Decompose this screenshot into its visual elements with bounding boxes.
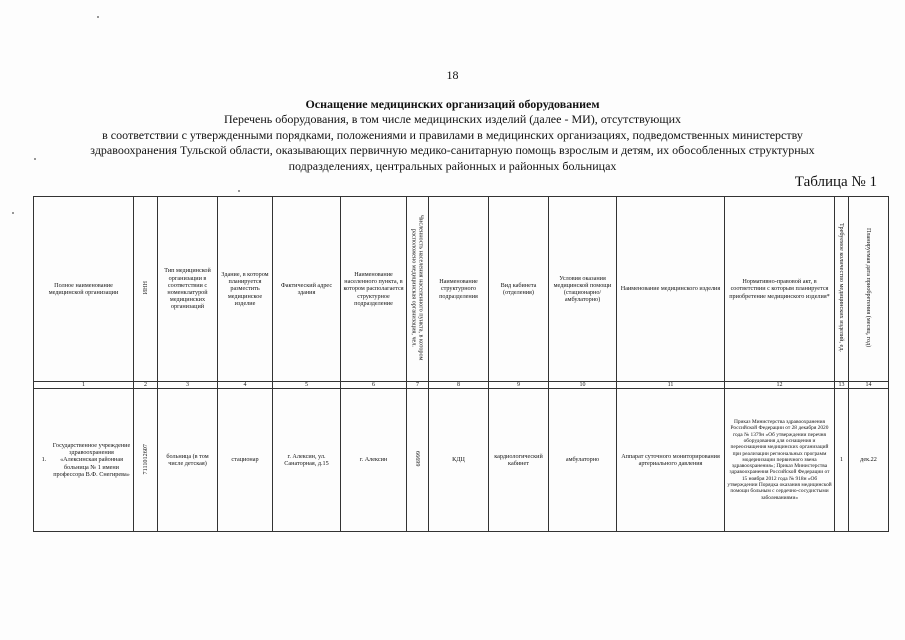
scan-speck	[97, 16, 99, 18]
cell-settlement: г. Алексин	[341, 389, 407, 532]
document-title: Оснащение медицинских организаций оборудованием	[305, 97, 600, 111]
column-number: 3	[158, 382, 218, 389]
org-name: Государственное учреждение здравоохранения «Алексинская районная больница № 1 имени профессора В.Ф. Снегирева»	[52, 441, 131, 478]
document-subtitle	[60, 112, 845, 174]
subtitle-line: здравоохранения Тульской области, оказывающих первичную медико-санитарную помощь взрослым и детям, их обособленных структурных	[90, 143, 815, 157]
header-inn	[134, 197, 158, 382]
subtitle-line: Перечень оборудования, в том числе медицинских изделий (далее - МИ), отсутствующих	[223, 112, 682, 126]
cell-conditions: амбулаторно	[549, 389, 617, 532]
column-number: 12	[725, 382, 835, 389]
column-number: 11	[617, 382, 725, 389]
column-number: 4	[218, 382, 273, 389]
column-number: 6	[341, 382, 407, 389]
cell-address: г. Алексин, ул. Санаторная, д.15	[273, 389, 341, 532]
table-header-row	[34, 197, 889, 382]
header-quantity-text: Требуемое количество медицинских изделий, ед.	[838, 223, 846, 353]
cell-unit: КДЦ	[429, 389, 489, 532]
header-org: Полное наименование медицинской организации	[34, 197, 134, 382]
header-device: Наименование медицинского изделия	[617, 197, 725, 382]
scan-speck	[12, 212, 14, 214]
header-act: Нормативно-правовой акт, в соответствии с которым планируется приобретение медицинского изделия*	[725, 197, 835, 382]
column-numbers-row	[34, 382, 889, 389]
cell-type: больница (в том числе детская)	[158, 389, 218, 532]
column-number: 5	[273, 382, 341, 389]
header-unit: Наименование структурного подразделения	[429, 197, 489, 382]
header-date	[849, 197, 889, 382]
cell-quantity: 1	[835, 389, 849, 532]
cell-org	[34, 389, 134, 532]
column-number: 2	[134, 382, 158, 389]
population-value: 66699	[414, 451, 422, 467]
header-conditions: Условия оказания медицинской помощи (стационарно/ амбулаторно)	[549, 197, 617, 382]
column-number: 8	[429, 382, 489, 389]
page-number: 18	[446, 68, 459, 82]
header-quantity	[835, 197, 849, 382]
column-number: 14	[849, 382, 889, 389]
header-date-text: Планируемая дата приобретения (месяц, год)	[865, 228, 873, 348]
cell-device: Аппарат суточного мониторирования артериального давления	[617, 389, 725, 532]
header-inn-text: ИНН	[141, 281, 149, 295]
column-number: 1	[34, 382, 134, 389]
table-label: Таблица № 1	[794, 174, 877, 190]
header-cabinet: Вид кабинета (отделения)	[489, 197, 549, 382]
inn-value: 7111012607	[141, 443, 149, 475]
column-number: 13	[835, 382, 849, 389]
header-building: Здание, в котором планируется разместить медицинское изделие	[218, 197, 273, 382]
cell-cabinet: кардиологический кабинет	[489, 389, 549, 532]
column-number: 9	[489, 382, 549, 389]
scan-speck	[238, 190, 240, 192]
subtitle-line: подразделениях, центральных районных и районных больницах	[288, 158, 617, 173]
cell-date: дек.22	[849, 389, 889, 532]
equipment-table	[33, 196, 889, 532]
header-address: Фактический адрес здания	[273, 197, 341, 382]
header-population-text: Численность населения населенного пункта, в котором расположено медицинская организация, чел.	[410, 215, 425, 361]
column-number: 10	[549, 382, 617, 389]
cell-building: стационар	[218, 389, 273, 532]
header-population	[407, 197, 429, 382]
cell-population	[407, 389, 429, 532]
header-settlement: Наименование населенного пункта, в котором располагается структурное подразделение	[341, 197, 407, 382]
row-index: 1.	[41, 456, 47, 464]
cell-inn	[134, 389, 158, 532]
cell-act: Приказ Министерства здравоохранения Российской Федерации от 28 декабря 2020 года № 1379н «Об утверждении перечня оборудования для оснащения и переоснащения медицинских организаций при реализации региональных программ модернизации первичного звена здравоохранения»; Приказ Министерства здравоохранения Российской Федерации от 15 ноября 2012 года № 918н «Об утверждении Порядка оказания медицинской помощи больным с сердечно-сосудистыми заболеваниями»	[725, 389, 835, 532]
column-number: 7	[407, 382, 429, 389]
header-type: Тип медицинской организации в соответствии с номенклатурой медицинских организаций	[158, 197, 218, 382]
table-row	[34, 389, 889, 532]
scan-speck	[34, 158, 36, 160]
subtitle-line: в соответствии с утвержденными порядками, положениями и правилами в медицинских организациях, подведомственных министерству	[102, 127, 803, 142]
